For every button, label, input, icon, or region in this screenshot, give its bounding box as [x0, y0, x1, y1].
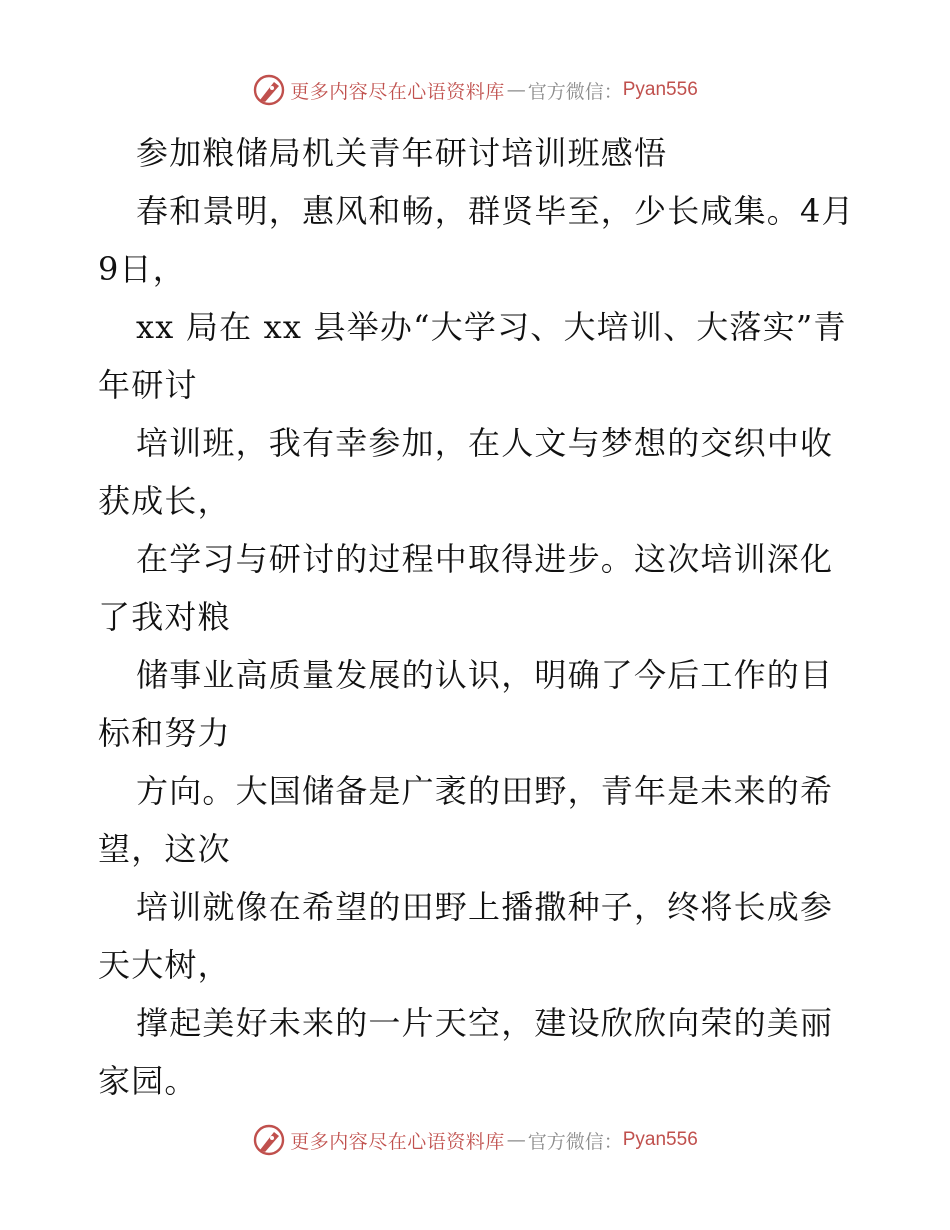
banner-separator: —	[506, 1129, 526, 1151]
header-banner	[0, 70, 950, 110]
paragraph-4: 在学习与研讨的过程中取得进步。这次培训深化了我对粮	[98, 540, 834, 636]
paragraph-1: 春和景明，惠风和畅，群贤毕至，少长咸集。4月9日，	[98, 192, 855, 288]
pen-nib-logo-icon	[252, 73, 286, 107]
paragraph-8: 撑起美好未来的一片天空，建设欣欣向荣的美丽家园。	[98, 1004, 834, 1100]
paragraph-5: 储事业高质量发展的认识，明确了今后工作的目标和努力	[98, 656, 834, 752]
paragraph-7: 培训就像在希望的田野上播撒种子，终将长成参天大树，	[98, 888, 834, 984]
document-body	[98, 124, 858, 1110]
banner-contact-id: Pyan556	[622, 79, 698, 100]
pen-nib-logo-icon	[252, 1123, 286, 1157]
paragraph-3: 培训班，我有幸参加，在人文与梦想的交织中收获成长，	[98, 424, 834, 520]
banner-separator: —	[506, 79, 526, 101]
banner-contact-id: Pyan556	[622, 1129, 698, 1150]
document-title: 参加粮储局机关青年研讨培训班感悟	[136, 134, 668, 172]
banner-contact-label: 官方微信：	[527, 80, 623, 103]
paragraph-2: xx 局在 xx 县举办“大学习、大培训、大落实”青年研讨	[98, 308, 847, 404]
banner-text: 更多内容尽在心语资料库	[290, 1130, 505, 1153]
banner-contact-label: 官方微信：	[527, 1130, 623, 1153]
paragraph-6: 方向。大国储备是广袤的田野，青年是未来的希望，这次	[98, 772, 834, 868]
footer-banner	[0, 1120, 950, 1160]
banner-text: 更多内容尽在心语资料库	[290, 80, 505, 103]
